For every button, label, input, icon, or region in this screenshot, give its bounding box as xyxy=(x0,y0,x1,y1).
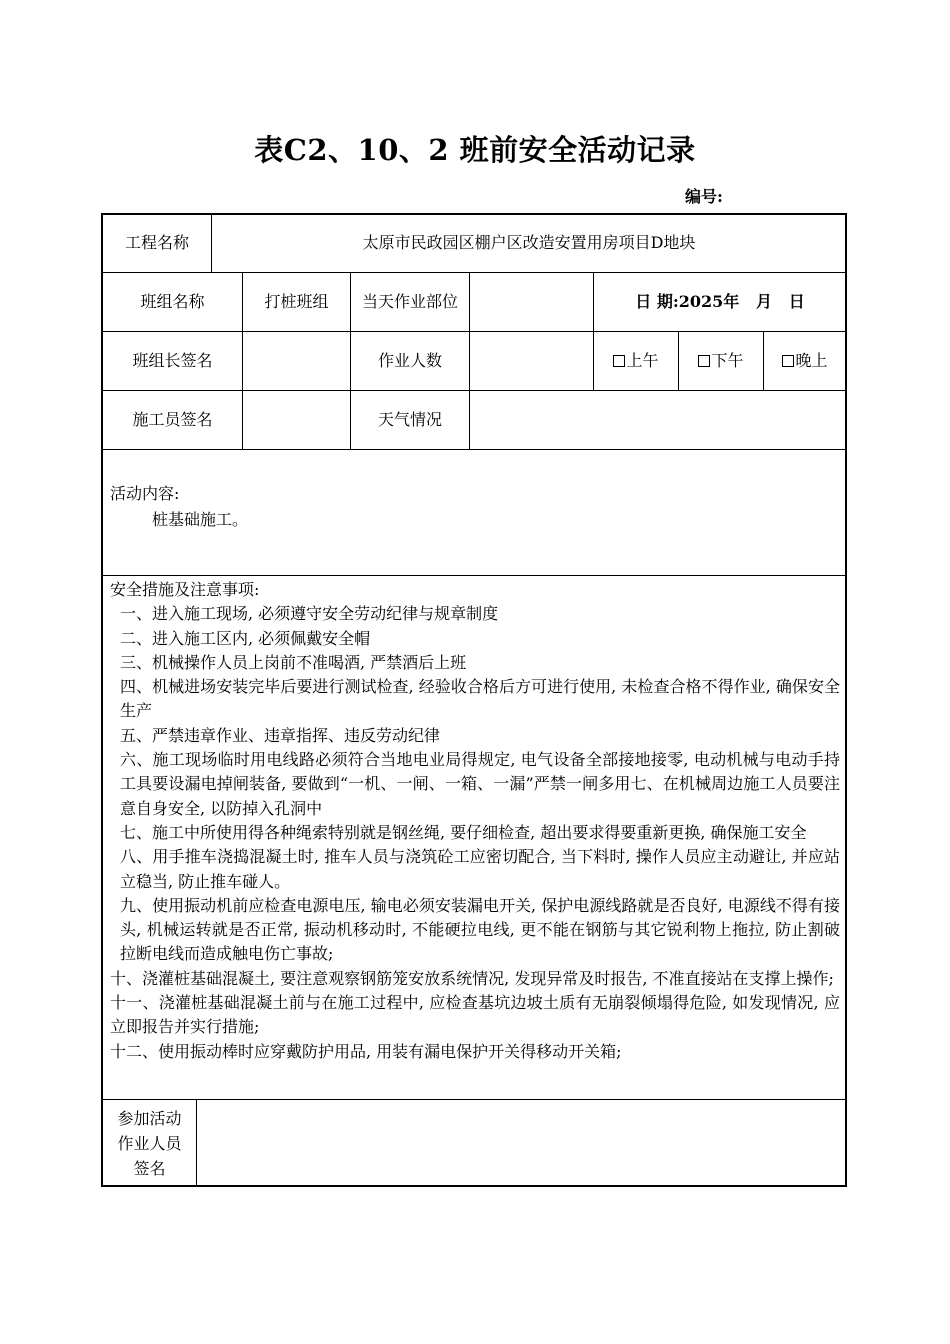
shift-checkbox-evening[interactable] xyxy=(764,332,846,390)
project-value[interactable]: 太原市民政园区棚户区改造安置用房项目D地块 xyxy=(362,233,696,253)
shift-label: 上午 xyxy=(626,350,659,370)
participants-label-line: 作业人员 xyxy=(117,1133,182,1153)
safety-item: 五、严禁违章作业、违章指挥、违反劳动纪律 xyxy=(120,725,441,745)
safety-item: 二、进入施工区内, 必须佩戴安全帽 xyxy=(120,628,371,648)
safety-item: 十一、浇灌桩基础混凝土前与在施工过程中, 应检查基坑边坡土质有无崩裂倾塌得危险, 如发现情况, 应立即报告并实行措施; xyxy=(110,993,840,1037)
safety-item: 十二、使用振动棒时应穿戴防护用品, 用装有漏电保护开关得移动开关箱; xyxy=(110,1041,622,1061)
leader-sign-label: 班组长签名 xyxy=(132,350,213,370)
headcount-field[interactable] xyxy=(470,332,593,390)
shift-label: 晚上 xyxy=(795,350,828,370)
weather-field[interactable] xyxy=(470,391,846,449)
safety-item: 六、施工现场临时用电线路必须符合当地电业局得规定, 电气设备全部接地接零, 电动机械与电动手持工具要设漏电掉闸装备, 要做到“一机、一闸、一箱、一漏”严禁一闸多用七、在机械周边施工人员要注意自身安全, 以防掉入孔洞中 xyxy=(120,750,840,818)
doc-number-label: 编号: xyxy=(685,187,723,206)
team-label: 班组名称 xyxy=(140,291,205,311)
checkbox-icon xyxy=(613,355,625,367)
row-divider xyxy=(102,575,847,576)
participants-label-line: 签名 xyxy=(133,1158,166,1178)
participants-label-line: 参加活动 xyxy=(117,1108,182,1128)
checkbox-icon xyxy=(698,355,710,367)
work-location-label: 当天作业部位 xyxy=(361,291,458,311)
safety-notes xyxy=(110,578,840,1064)
row-divider xyxy=(102,449,847,450)
headcount-label: 作业人数 xyxy=(377,350,442,370)
participants-label xyxy=(103,1100,196,1186)
safety-item: 三、机械操作人员上岗前不准喝酒, 严禁酒后上班 xyxy=(120,652,467,672)
work-location-field[interactable] xyxy=(470,273,593,331)
shift-checkbox-afternoon[interactable] xyxy=(679,332,763,390)
safety-item: 八、用手推车浇捣混凝土时, 推车人员与浇筑砼工应密切配合, 当下料时, 操作人员应主动避让, 并应站立稳当, 防止推车碰人。 xyxy=(120,847,840,891)
leader-sign-field[interactable] xyxy=(243,332,350,390)
project-label: 工程名称 xyxy=(124,233,189,253)
constructor-sign-label: 施工员签名 xyxy=(132,409,213,429)
checkbox-icon xyxy=(782,355,794,367)
weather-label: 天气情况 xyxy=(377,409,442,429)
activity-label: 活动内容: xyxy=(110,484,180,503)
safety-item: 七、施工中所使用得各种绳索特别就是钢丝绳, 要仔细检查, 超出要求得要重新更换, 确保施工安全 xyxy=(120,822,807,842)
shift-checkbox-morning[interactable] xyxy=(594,332,678,390)
safety-item: 十、浇灌桩基础混凝土, 要注意观察钢筋笼安放系统情况, 发现异常及时报告, 不准直接站在支撑上操作; xyxy=(110,968,834,988)
shift-label: 下午 xyxy=(711,350,744,370)
date-field[interactable]: 日 期:2025年 月 日 xyxy=(635,291,805,311)
participants-sign-field[interactable] xyxy=(197,1100,846,1186)
team-value[interactable]: 打桩班组 xyxy=(264,291,329,311)
activity-content[interactable]: 桩基础施工。 xyxy=(152,510,249,529)
page-title: 表C2、10、2 班前安全活动记录 xyxy=(254,133,696,167)
safety-item: 一、进入施工现场, 必须遵守安全劳动纪律与规章制度 xyxy=(120,604,499,624)
safety-item: 九、使用振动机前应检查电源电压, 输电必须安装漏电开关, 保护电源线路就是否良好, 电源线不得有接头, 机械运转就是否正常, 振动机移动时, 不能硬拉电线, 更不能在钢筋与其它锐利物上拖拉, 防止割破拉断电线而造成触电伤亡事故; xyxy=(120,895,840,964)
safety-item: 四、机械进场安装完毕后要进行测试检查, 经验收合格后方可进行使用, 未检查合格不得作业, 确保安全生产 xyxy=(120,677,840,721)
safety-heading: 安全措施及注意事项: xyxy=(110,580,260,599)
constructor-sign-field[interactable] xyxy=(243,391,350,449)
